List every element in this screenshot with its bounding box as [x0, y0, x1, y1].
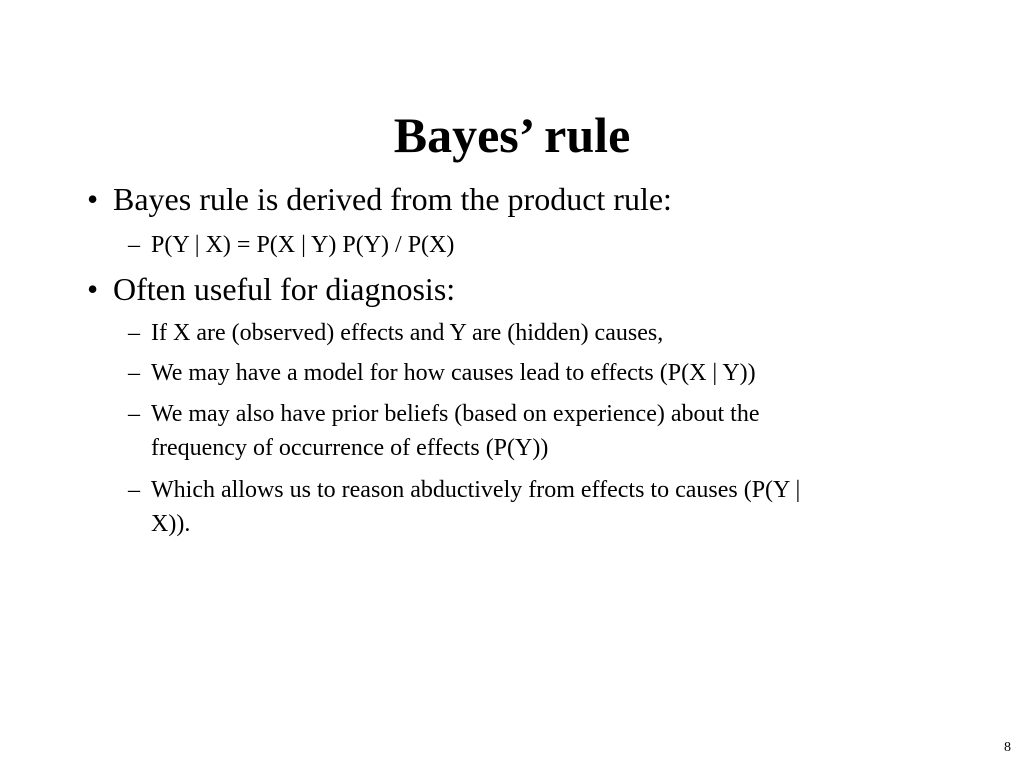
page-number: 8	[1004, 740, 1011, 755]
sub-bullet-marker: –	[128, 320, 140, 346]
bullet-text: Often useful for diagnosis:	[113, 271, 456, 307]
sub-bullet-marker: –	[128, 477, 140, 503]
bullet-marker: •	[87, 271, 99, 307]
sub-bullet-item	[128, 397, 759, 465]
sub-bullet-text-line-1: Which allows us to reason abductively from effects to causes (P(Y |	[151, 477, 801, 503]
sub-bullet-text-line-1: We may also have prior beliefs (based on experience) about the	[151, 401, 760, 427]
bullet-marker: •	[87, 181, 99, 217]
sub-bullet-item	[128, 356, 756, 390]
sub-bullet-marker: –	[128, 401, 140, 427]
sub-bullet-marker: –	[128, 360, 140, 386]
sub-bullet-item	[128, 473, 800, 541]
sub-bullet-item	[128, 316, 663, 350]
bullet-item	[87, 271, 455, 307]
slide-title: Bayes’ rule	[393, 107, 631, 163]
sub-bullet-text: If X are (observed) effects and Y are (hidden) causes,	[151, 320, 664, 346]
bullet-item	[87, 181, 672, 217]
sub-bullet-text: We may have a model for how causes lead to effects (P(X | Y))	[151, 360, 756, 386]
sub-bullet-text-line-2: X)).	[151, 511, 191, 537]
sub-bullet-marker: –	[128, 232, 140, 258]
sub-bullet-item	[128, 228, 454, 262]
sub-bullet-text: P(Y | X) = P(X | Y) P(Y) / P(X)	[151, 232, 455, 258]
sub-bullet-text-line-2: frequency of occurrence of effects (P(Y))	[151, 435, 549, 461]
bullet-text: Bayes rule is derived from the product rule:	[113, 181, 672, 217]
